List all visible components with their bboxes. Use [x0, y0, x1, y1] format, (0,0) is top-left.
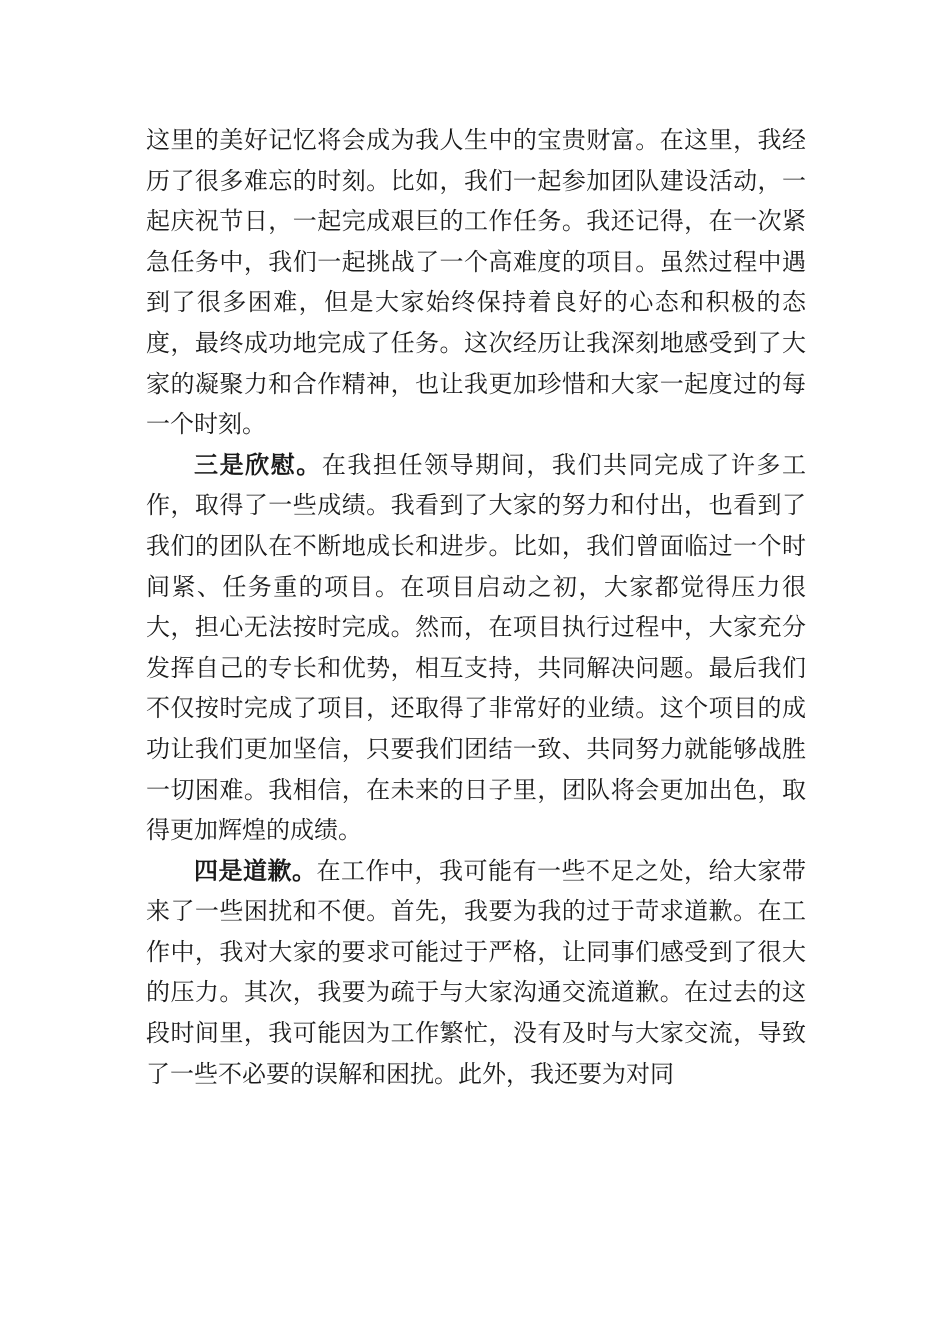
- paragraph-text: 在工作中，我可能有一些不足之处，给大家带来了一些困扰和不便。首先，我要为我的过于苛求道歉。在工作中，我对大家的要求可能过于严格，让同事们感受到了很大的压力。其次，我要为疏于与大家沟通交流道歉。在过去的这段时间里，我可能因为工作繁忙，没有及时与大家交流，导致了一些不必要的误解和困扰。此外，我还要为对同: [146, 856, 806, 1088]
- paragraph-text: 这里的美好记忆将会成为我人生中的宝贵财富。在这里，我经历了很多难忘的时刻。比如，我们一起参加团队建设活动，一起庆祝节日，一起完成艰巨的工作任务。我还记得，在一次紧急任务中，我们一起挑战了一个高难度的项目。虽然过程中遇到了很多困难，但是大家始终保持着良好的心态和积极的态度，最终成功地完成了任务。这次经历让我深刻地感受到了大家的凝聚力和合作精神，也让我更加珍惜和大家一起度过的每一个时刻。: [146, 126, 806, 439]
- paragraph-memories: [146, 120, 806, 445]
- document-page: [146, 120, 806, 1094]
- paragraph-text: 在我担任领导期间，我们共同完成了许多工作，取得了一些成绩。我看到了大家的努力和付出，也看到了我们的团队在不断地成长和进步。比如，我们曾面临过一个时间紧、任务重的项目。在项目启动之初，大家都觉得压力很大，担心无法按时完成。然而，在项目执行过程中，大家充分发挥自己的专长和优势，相互支持，共同解决问题。最后我们不仅按时完成了项目，还取得了非常好的业绩。这个项目的成功让我们更加坚信，只要我们团结一致、共同努力就能够战胜一切困难。我相信，在未来的日子里，团队将会更加出色，取得更加辉煌的成绩。: [146, 450, 807, 845]
- paragraph-heading: 四是道歉。: [194, 856, 317, 885]
- paragraph-gratified: [146, 445, 806, 851]
- paragraph-heading: 三是欣慰。: [194, 450, 322, 479]
- paragraph-apology: [146, 851, 806, 1095]
